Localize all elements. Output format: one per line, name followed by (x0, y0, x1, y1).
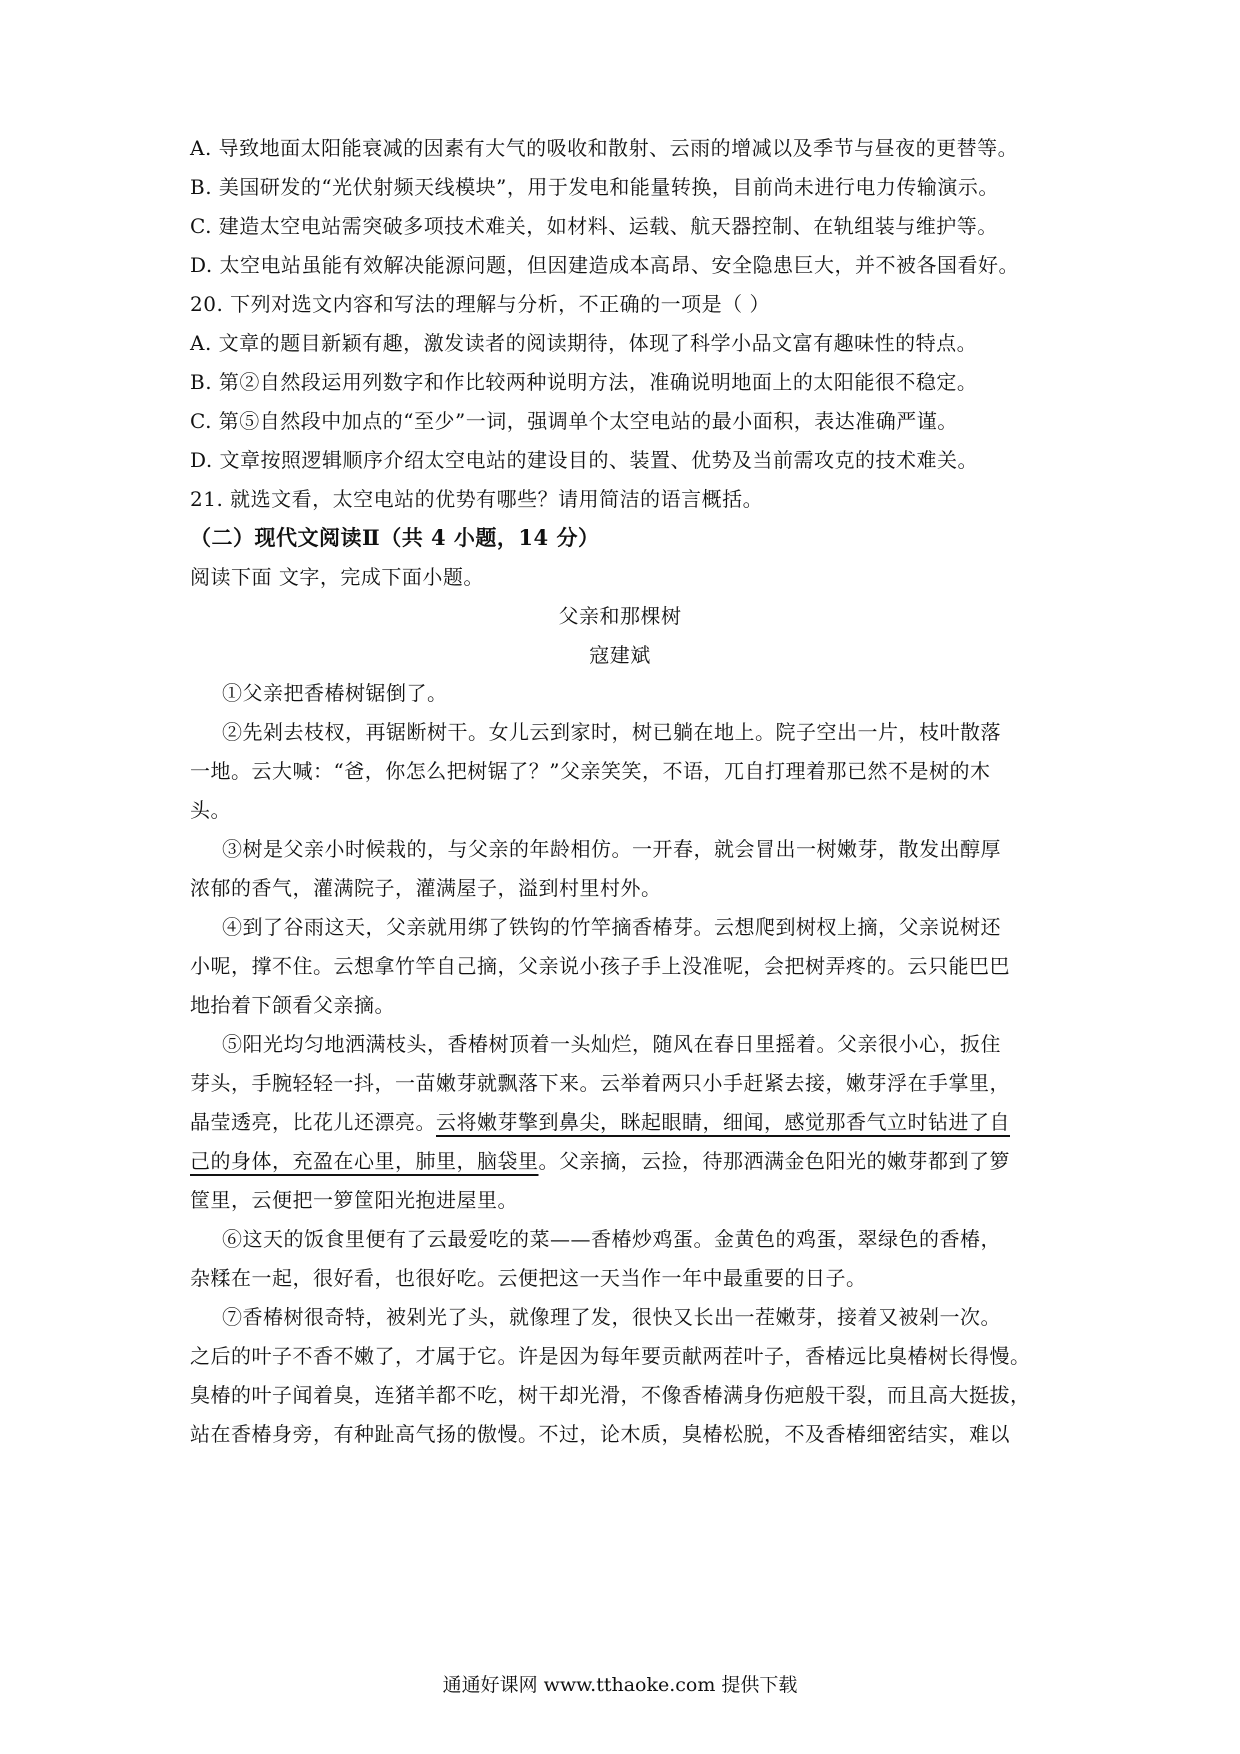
q20-option-c: C. 第⑤自然段中加点的“至少”一词，强调单个太空电站的最小面积，表达准确严谨。 (190, 409, 958, 433)
q20-option-a: A. 文章的题目新颖有趣，激发读者的阅读期待，体现了科学小品文富有趣味性的特点。 (190, 331, 978, 355)
article-line: 小呢，撑不住。云想拿竹竿自己摘，父亲说小孩子手上没准呢，会把树弄疼的。云只能巴巴 (190, 954, 1010, 978)
q20-stem: 20. 下列对选文内容和写法的理解与分析，不正确的一项是（ ） (190, 292, 771, 316)
page-footer: 通通好课网 www.tthaoke.com 提供下载 (442, 1674, 798, 1696)
article-line: 地抬着下颌看父亲摘。 (190, 993, 395, 1017)
q19-option-d: D. 太空电站虽能有效解决能源问题，但因建造成本高昂、安全隐患巨大，并不被各国看好。 (190, 253, 1020, 277)
article-line: ③树是父亲小时候栽的，与父亲的年龄相仿。一开春，就会冒出一树嫩芽，散发出醇厚 (222, 837, 1001, 861)
q19-option-b: B. 美国研发的“光伏射频天线模块”，用于发电和能量转换，目前尚未进行电力传输演示。 (190, 175, 999, 199)
article-line: 一地。云大喊：“爸，你怎么把树锯了？”父亲笑笑，不语，兀自打理着那已然不是树的木 (190, 759, 991, 783)
article-text: 晶莹透亮，比花儿还漂亮。 (190, 1110, 436, 1134)
article-line: 浓郁的香气，灌满院子，灌满屋子，溢到村里村外。 (190, 876, 662, 900)
article-line: ④到了谷雨这天，父亲就用绑了铁钩的竹竿摘香椿芽。云想爬到树杈上摘，父亲说树还 (222, 915, 1001, 939)
article-line (190, 1146, 1070, 1176)
article-line: ①父亲把香椿树锯倒了。 (222, 681, 448, 705)
q20-option-d: D. 文章按照逻辑顺序介绍太空电站的建设目的、装置、优势及当前需攻克的技术难关。 (190, 448, 979, 472)
article-line: ⑥这天的饭食里便有了云最爱吃的菜——香椿炒鸡蛋。金黄色的鸡蛋，翠绿色的香椿， (222, 1227, 1001, 1251)
article-line: ⑦香椿树很奇特，被剁光了头，就像理了发，很快又长出一茬嫩芽，接着又被剁一次。 (222, 1305, 1001, 1329)
q21-stem: 21. 就选文看，太空电站的优势有哪些？请用简洁的语言概括。 (190, 487, 764, 511)
article-title: 父亲和那棵树 (558, 604, 682, 628)
article-line: 之后的叶子不香不嫩了，才属于它。许是因为每年要贡献两茬叶子，香椿远比臭椿树长得慢。 (190, 1344, 1031, 1368)
article-line: ②先剁去枝杈，再锯断树干。女儿云到家时，树已躺在地上。院子空出一片，枝叶散落 (222, 720, 1001, 744)
article-line: 筐里，云便把一箩筐阳光抱进屋里。 (190, 1188, 518, 1212)
q19-option-c: C. 建造太空电站需突破多项技术难关，如材料、运载、航天器控制、在轨组装与维护等。 (190, 214, 998, 238)
article-line: 头。 (190, 798, 231, 822)
underlined-sentence: 己的身体，充盈在心里，肺里，脑袋里 (190, 1149, 539, 1173)
article-line: 臭椿的叶子闻着臭，连猪羊都不吃，树干却光滑，不像香椿满身伤疤般干裂，而且高大挺拔， (190, 1383, 1031, 1407)
article-line: 芽头，手腕轻轻一抖，一苗嫩芽就飘落下来。云举着两只小手赶紧去接，嫩芽浮在手掌里， (190, 1071, 1010, 1095)
article-author: 寇建斌 (589, 643, 651, 667)
section-heading: （二）现代文阅读Ⅱ（共 4 小题，14 分） (190, 525, 600, 550)
instruction: 阅读下面 文字，完成下面小题。 (190, 565, 484, 589)
q19-option-a: A. 导致地面太阳能衰减的因素有大气的吸收和散射、云雨的增减以及季节与昼夜的更替等。 (190, 136, 1019, 160)
article-line: 杂糅在一起，很好看，也很好吃。云便把这一天当作一年中最重要的日子。 (190, 1266, 867, 1290)
article-line: 站在香椿身旁，有种趾高气扬的傲慢。不过，论木质，臭椿松脱，不及香椿细密结实，难以 (190, 1422, 1010, 1446)
q20-option-b: B. 第②自然段运用列数字和作比较两种说明方法，准确说明地面上的太阳能很不稳定。 (190, 370, 978, 394)
article-line: ⑤阳光均匀地洒满枝头，香椿树顶着一头灿烂，随风在春日里摇着。父亲很小心，扳住 (222, 1032, 1001, 1056)
article-text: 。父亲摘，云捡，待那洒满金色阳光的嫩芽都到了箩 (538, 1149, 1010, 1173)
article-line (190, 1107, 1070, 1137)
underlined-sentence: 云将嫩芽擎到鼻尖，眯起眼睛，细闻，感觉那香气立时钻进了自 (436, 1110, 1010, 1134)
